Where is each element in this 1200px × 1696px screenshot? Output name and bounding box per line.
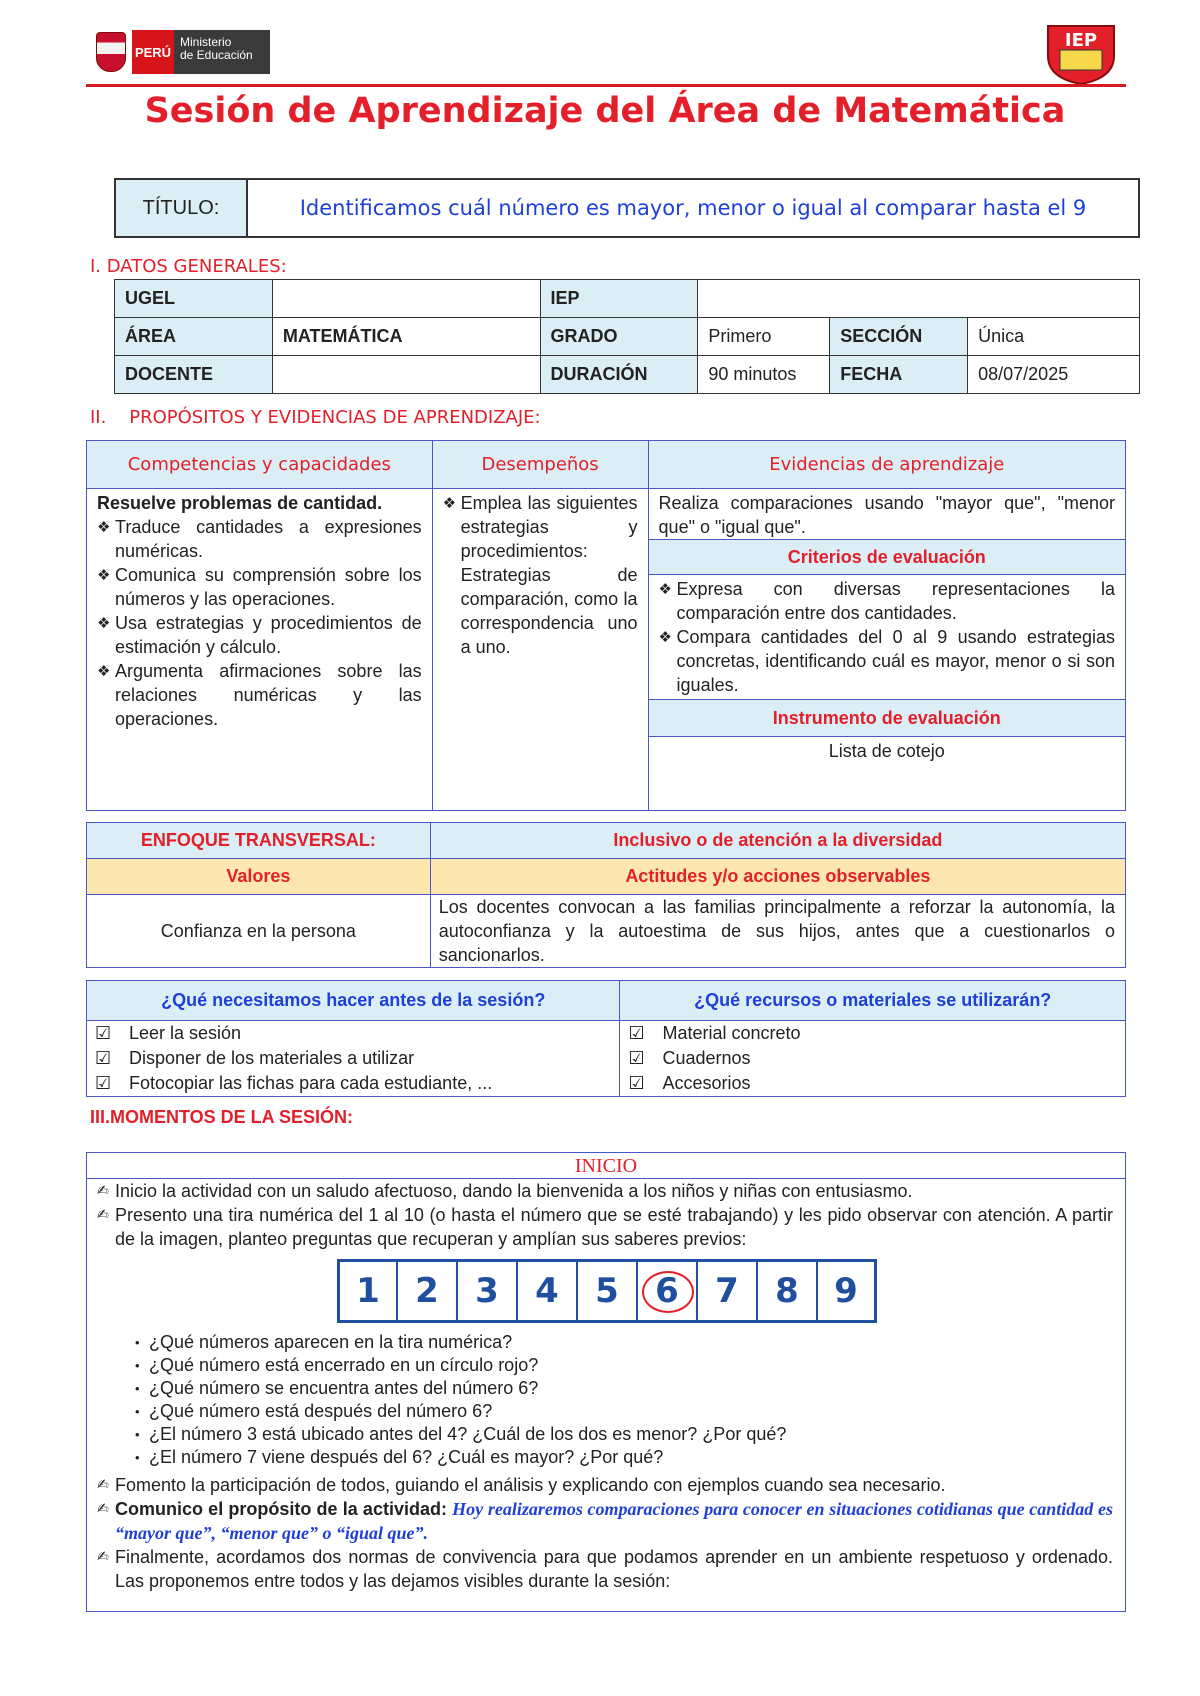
docente-label: DOCENTE — [115, 356, 273, 394]
writing-hand-icon: ✍ — [97, 1549, 109, 1565]
writing-hand-icon: ✍ — [97, 1183, 109, 1199]
paragraph: ✍ Fomento la participación de todos, guiando el análisis y explicando con ejemplos cuando sea necesario. — [97, 1475, 946, 1495]
peru-label: PERÚ — [132, 30, 174, 74]
list-item: ☑ Material concreto — [628, 1023, 801, 1044]
checkbox-checked-icon: ☑ — [95, 1048, 112, 1069]
purpose-text: Hoy realizaremos comparaciones para conocer en situaciones cotidianas que cantidad es “mayor que”, “menor que” o “igual que”. — [115, 1499, 1113, 1543]
table-row — [115, 356, 1140, 394]
purpose-lead: Comunico el propósito de la actividad: — [115, 1499, 447, 1519]
table-row — [115, 318, 1140, 356]
ugel-value — [272, 280, 540, 318]
desempenos-cell — [432, 489, 648, 811]
list-item: ❖ Expresa con diversas representaciones la comparación entre dos cantidades. — [659, 577, 1115, 625]
list-item: • ¿El número 3 está ubicado antes del 4? ¿Cuál de los dos es menor? ¿Por qué? — [149, 1423, 1113, 1446]
list-item: • ¿Qué número está después del número 6? — [149, 1400, 1113, 1423]
antes-header: ¿Qué necesitamos hacer antes de la sesión? — [87, 981, 620, 1021]
criterios-list — [649, 575, 1125, 699]
table-row — [115, 280, 1140, 318]
recursos-list — [620, 1021, 1126, 1097]
iep-label: IEP — [540, 280, 698, 318]
list-item: ☑ Leer la sesión — [95, 1023, 242, 1044]
capacidades-list — [97, 515, 422, 731]
evidencias-cell — [648, 489, 1125, 811]
table-row — [87, 895, 1126, 968]
peru-coat-of-arms-icon — [96, 32, 126, 72]
list-item: ☑ Fotocopiar las fichas para cada estudiante, ... — [95, 1073, 493, 1094]
checkbox-checked-icon: ☑ — [95, 1023, 112, 1044]
fecha-label: FECHA — [830, 356, 968, 394]
table-row — [87, 859, 1126, 895]
list-item: ❖ Traduce cantidades a expresiones numéricas. — [97, 515, 422, 563]
table-row — [87, 1021, 1126, 1097]
enfoque-table — [86, 822, 1126, 968]
duracion-value: 90 minutos — [698, 356, 830, 394]
red-circle-icon — [642, 1271, 694, 1313]
evidencias-header: Evidencias de aprendizaje — [648, 441, 1125, 489]
list-item: • ¿Qué números aparecen en la tira numérica? — [149, 1331, 1113, 1354]
grado-label: GRADO — [540, 318, 698, 356]
seccion-label: SECCIÓN — [830, 318, 968, 356]
paragraph: ✍ Inicio la actividad con un saludo afectuoso, dando la bienvenida a los niños y niñas con entusiasmo. — [97, 1181, 913, 1201]
checkbox-checked-icon: ☑ — [628, 1048, 645, 1069]
desempeno-text: ❖ Emplea las siguientes estrategias y procedimientos: Estrategias de comparación, como la correspondencia uno a uno. — [443, 491, 638, 659]
table-row — [87, 823, 1126, 859]
number-cell: 3 — [457, 1259, 517, 1323]
recursos-header: ¿Qué recursos o materiales se utilizarán? — [620, 981, 1126, 1021]
writing-hand-icon: ✍ — [97, 1207, 109, 1223]
inicio-box — [86, 1152, 1126, 1612]
list-item: ☑ Accesorios — [628, 1073, 751, 1094]
number-strip — [337, 1259, 881, 1323]
section-3-heading: III.MOMENTOS DE LA SESIÓN: — [90, 1107, 354, 1127]
valor-text: Confianza en la persona — [87, 895, 431, 968]
instrumento-label: Instrumento de evaluación — [649, 699, 1125, 737]
list-item: ☑ Cuadernos — [628, 1048, 751, 1069]
preparacion-table — [86, 980, 1126, 1097]
number-cell: 8 — [757, 1259, 817, 1323]
list-item: ❖ Argumenta afirmaciones sobre las relaciones numéricas y las operaciones. — [97, 659, 422, 731]
inicio-body — [87, 1179, 1125, 1593]
paragraph — [97, 1497, 1113, 1545]
questions-list — [97, 1331, 1113, 1469]
antes-list — [87, 1021, 620, 1097]
list-item: • ¿Qué número está encerrado en un círculo rojo? — [149, 1354, 1113, 1377]
page-title: Sesión de Aprendizaje del Área de Matemática — [144, 91, 1066, 131]
svg-text:IEP: IEP — [1064, 30, 1098, 51]
instrumento-value: Lista de cotejo — [828, 741, 945, 761]
area-label: ÁREA — [115, 318, 273, 356]
list-item: ❖ Usa estrategias y procedimientos de estimación y cálculo. — [97, 611, 422, 659]
checkbox-checked-icon: ☑ — [628, 1023, 645, 1044]
seccion-value: Única — [968, 318, 1140, 356]
fecha-value: 08/07/2025 — [968, 356, 1140, 394]
valores-header: Valores — [87, 859, 431, 895]
section-1-heading: I. DATOS GENERALES: — [90, 256, 287, 277]
datos-generales-table — [114, 279, 1140, 394]
desempenos-header: Desempeños — [432, 441, 648, 489]
docente-value — [272, 356, 540, 394]
number-cell: 9 — [817, 1259, 877, 1323]
writing-hand-icon: ✍ — [97, 1477, 109, 1493]
checkbox-checked-icon: ☑ — [95, 1073, 112, 1094]
number-cell: 4 — [517, 1259, 577, 1323]
paragraph: ✍ Finalmente, acordamos dos normas de convivencia para que podamos aprender en un ambiente respetuoso y ordenado. Las proponemos entre todos y las dejamos visibles durante la sesión: — [97, 1547, 1113, 1591]
propositos-table — [86, 440, 1126, 811]
competencia-title: Resuelve problemas de cantidad. — [97, 493, 383, 513]
grado-value: Primero — [698, 318, 830, 356]
inicio-header: INICIO — [87, 1153, 1125, 1179]
table-row — [87, 489, 1126, 811]
number-cell-circled: 6 — [637, 1259, 697, 1323]
iep-value — [698, 280, 1140, 318]
actitud-text: Los docentes convocan a las familias principalmente a reforzar la autonomía, la autoconfianza y la autoestima de sus hijos, antes que a cuestionarlos o sancionarlos. — [430, 895, 1125, 968]
iep-school-logo-icon — [1044, 22, 1118, 86]
number-cell: 5 — [577, 1259, 637, 1323]
writing-hand-icon: ✍ — [97, 1501, 109, 1517]
list-item: ☑ Disponer de los materiales a utilizar — [95, 1048, 415, 1069]
ministry-label: Ministerio de Educación — [174, 30, 270, 74]
page-header — [86, 22, 1126, 88]
ugel-label: UGEL — [115, 280, 273, 318]
header-divider — [86, 84, 1126, 87]
enfoque-label: ENFOQUE TRANSVERSAL: — [87, 823, 431, 859]
table-header-row — [87, 981, 1126, 1021]
titulo-label: TÍTULO: — [116, 180, 248, 236]
list-item: ❖ Compara cantidades del 0 al 9 usando estrategias concretas, identificando cuál es mayor, menor o si son iguales. — [659, 625, 1115, 697]
minedu-logo — [96, 30, 272, 74]
competencias-cell — [87, 489, 433, 811]
list-item: • ¿Qué número se encuentra antes del número 6? — [149, 1377, 1113, 1400]
list-item: ❖ Comunica su comprensión sobre los números y las operaciones. — [97, 563, 422, 611]
paragraph: ✍ Presento una tira numérica del 1 al 10 (o hasta el número que se esté trabajando) y les pido observar con atención. A partir de la imagen, planteo preguntas que recuperan y amplían sus saberes previos: — [97, 1205, 1113, 1249]
table-header-row — [87, 441, 1126, 489]
number-cell: 2 — [397, 1259, 457, 1323]
checkbox-checked-icon: ☑ — [628, 1073, 645, 1094]
number-cell: 7 — [697, 1259, 757, 1323]
list-item: • ¿El número 7 viene después del 6? ¿Cuál es mayor? ¿Por qué? — [149, 1446, 1113, 1469]
enfoque-value: Inclusivo o de atención a la diversidad — [430, 823, 1125, 859]
evidencia-text: Realiza comparaciones usando "mayor que", "menor que" o "igual que". — [658, 493, 1115, 537]
titulo-box — [114, 178, 1140, 238]
actitudes-header: Actitudes y/o acciones observables — [430, 859, 1125, 895]
competencias-header: Competencias y capacidades — [87, 441, 433, 489]
number-cell: 1 — [337, 1259, 397, 1323]
titulo-text: Identificamos cuál número es mayor, menor o igual al comparar hasta el 9 — [299, 196, 1087, 220]
duracion-label: DURACIÓN — [540, 356, 698, 394]
section-2-heading: II. PROPÓSITOS Y EVIDENCIAS DE APRENDIZAJE: — [90, 407, 541, 428]
criterios-label: Criterios de evaluación — [649, 539, 1125, 575]
area-value: MATEMÁTICA — [272, 318, 540, 356]
